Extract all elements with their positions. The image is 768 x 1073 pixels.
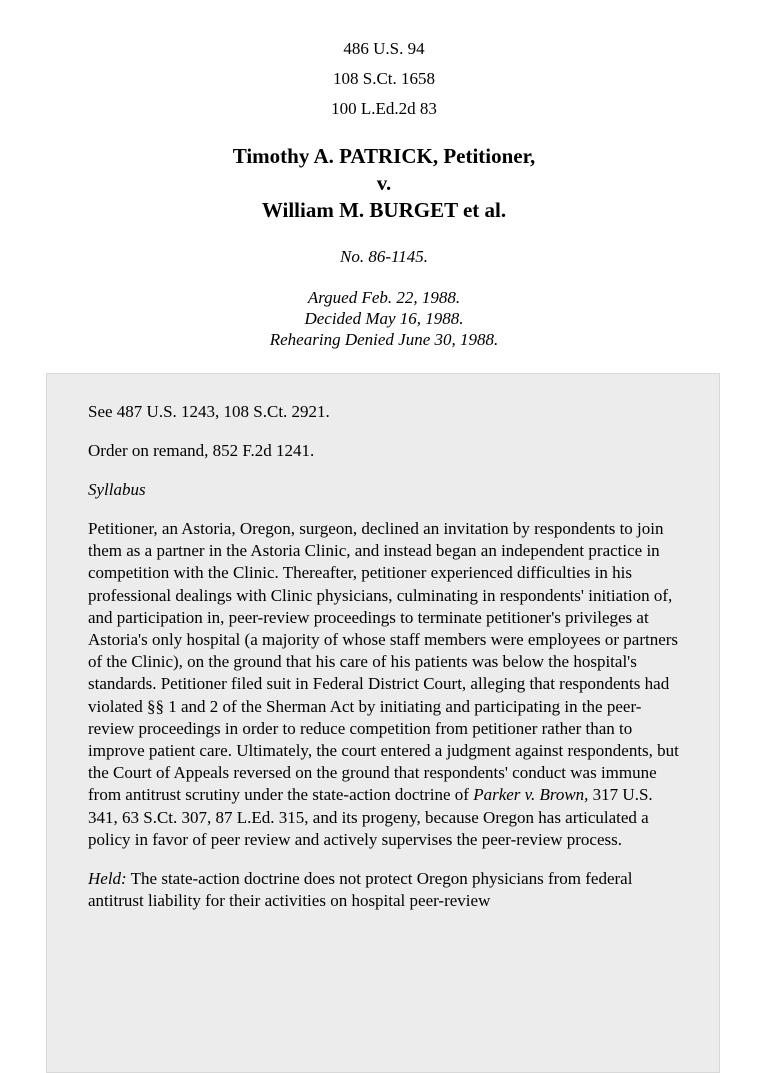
- remand-citation: Order on remand, 852 F.2d 1241.: [88, 441, 315, 460]
- versus-label: v.: [376, 171, 392, 195]
- syllabus-text-before: Petitioner, an Astoria, Oregon, surgeon, declined an invitation by respondents to join them as a partner in the Astoria Clinic, and instead began an independent practice in competition with the Clinic. Thereafter, petitioner experienced difficulties in his professional dealings with Clinic physicians, culminating in respondents' initiation of, and participation in, peer-review proceedings to terminate petitioner's privileges at Astoria's only hospital (a majority of whose staff members were employees or partners of the Clinic), on the ground that his care of his patients was below the hospital's standards. Petitioner filed suit in Federal District Court, alleging that respondents had violated §§ 1 and 2 of the Sherman Act by initiating and participating in the peer-review proceedings in order to reduce competition from petitioner rather than to improve patient care. Ultimately, the court entered a judgment against respondents, but the Court of Appeals reversed on the ground that respondents' conduct was immune from antitrust scrutiny under the state-action doctrine of: [88, 519, 679, 805]
- case-dates: [0, 287, 768, 350]
- case-title: [0, 143, 768, 224]
- citation-us-reports: 486 U.S. 94: [343, 39, 425, 58]
- holding-paragraph: [88, 868, 679, 912]
- rehearing-date: Rehearing Denied June 30, 1988.: [269, 330, 499, 349]
- argued-date: Argued Feb. 22, 1988.: [307, 288, 461, 307]
- citation-supreme-court-reporter: 108 S.Ct. 1658: [332, 69, 436, 88]
- syllabus-paragraph: [88, 518, 679, 851]
- see-also-citation: See 487 U.S. 1243, 108 S.Ct. 2921.: [88, 402, 330, 421]
- citations-block: [0, 34, 768, 124]
- syllabus-text-after: 317 U.S. 341, 63 S.Ct. 307, 87 L.Ed. 315, and its progeny, because Oregon has articulated a policy in favor of peer review and actively supervises the peer-review process.: [88, 785, 653, 849]
- cited-case-name: Parker v. Brown,: [473, 785, 589, 805]
- syllabus-panel: [46, 373, 720, 1073]
- syllabus-heading: Syllabus: [88, 480, 146, 499]
- held-text: The state-action doctrine does not protect Oregon physicians from federal antitrust liability for their activities on hospital peer-review: [88, 869, 633, 911]
- docket-number: No. 86-1145.: [340, 247, 428, 266]
- held-label: Held:: [88, 869, 127, 889]
- respondent-name: William M. BURGET et al.: [261, 198, 507, 222]
- decided-date: Decided May 16, 1988.: [304, 309, 464, 328]
- petitioner-name: Timothy A. PATRICK, Petitioner,: [232, 144, 536, 168]
- citation-lawyers-edition: 100 L.Ed.2d 83: [331, 99, 437, 118]
